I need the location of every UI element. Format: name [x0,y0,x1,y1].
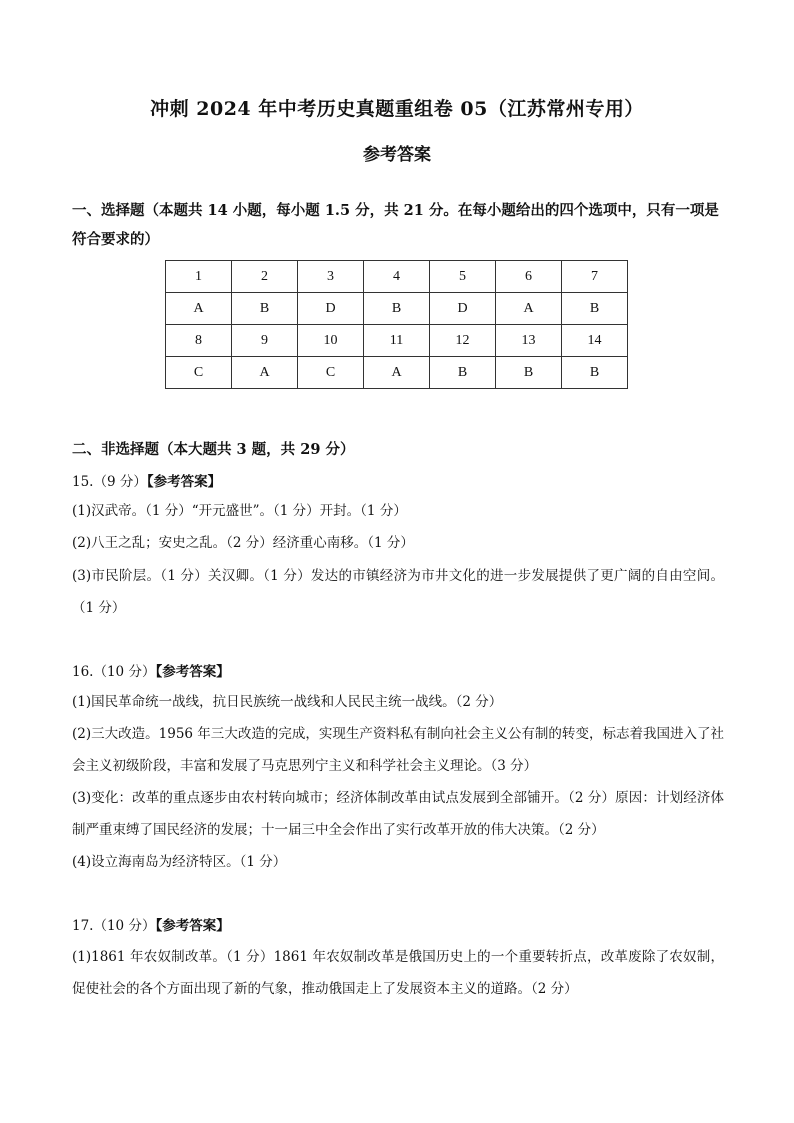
q16-line-1: (1)国民革命统一战线，抗日民族统一战线和人民民主统一战线。（2 分） [72,694,503,710]
question-number-cell: 1 [166,261,232,293]
q16-label [72,662,230,682]
question-number-cell: 7 [562,261,628,293]
answer-cell: A [364,357,430,389]
q17-answer-tag: 【参考答案】 [155,918,230,934]
question-number-cell: 6 [496,261,562,293]
document-subtitle: 参考答案 [363,145,431,165]
q15-label [72,472,221,492]
document-title: 冲刺 2024 年中考历史真题重组卷 05（江苏常州专用） [150,98,644,120]
question-number-cell: 14 [562,325,628,357]
answer-cell: A [166,293,232,325]
q16-line-3: (3)变化：改革的重点逐步由农村转向城市；经济体制改革由试点发展到全部铺开。（2 分）原因：计划经济体制严重束缚了国民经济的发展；十一届三中全会作出了实行改革开放的伟大决策。（2 分） [72,790,724,838]
answer-cell: D [298,293,364,325]
answer-cell: B [562,293,628,325]
section-2-heading: 二、非选择题（本大题共 3 题，共 29 分） [72,441,355,458]
question-number-row [166,261,628,293]
q15-line-2: (2)八王之乱；安史之乱。（2 分）经济重心南移。（1 分） [72,535,414,551]
q17-line-1: (1)1861 年农奴制改革。（1 分）1861 年农奴制改革是俄国历史上的一个重要转折点，改革废除了农奴制，促使社会的各个方面出现了新的气象，推动俄国走上了发展资本主义的道路。（2 分） [72,949,724,997]
answer-cell: B [562,357,628,389]
answer-cell: B [364,293,430,325]
question-number-cell: 3 [298,261,364,293]
question-number-cell: 5 [430,261,496,293]
answer-cell: A [232,357,298,389]
question-number-cell: 12 [430,325,496,357]
answer-table [165,260,628,389]
answer-cell: B [232,293,298,325]
section-1-heading: 一、选择题（本题共 14 小题，每小题 1.5 分，共 21 分。在每小题给出的四个选项中，只有一项是符合要求的） [72,202,719,248]
q16-answer-tag: 【参考答案】 [155,664,230,680]
answer-cell: B [430,357,496,389]
answer-cell: B [496,357,562,389]
question-number-cell: 8 [166,325,232,357]
answer-cell: C [298,357,364,389]
q15-line-1: (1)汉武帝。（1 分）“开元盛世”。（1 分）开封。（1 分） [72,503,407,519]
q15-number: 15.（9 分） [72,474,147,490]
q17-number: 17.（10 分） [72,918,156,934]
question-number-cell: 10 [298,325,364,357]
question-number-cell: 11 [364,325,430,357]
answer-cell: D [430,293,496,325]
question-number-row [166,325,628,357]
answer-row [166,357,628,389]
answer-cell: A [496,293,562,325]
q16-line-4: (4)设立海南岛为经济特区。（1 分） [72,854,287,870]
question-number-cell: 2 [232,261,298,293]
answer-row [166,293,628,325]
question-number-cell: 9 [232,325,298,357]
question-number-cell: 13 [496,325,562,357]
q15-answer-tag: 【参考答案】 [146,474,222,490]
answer-cell: C [166,357,232,389]
question-number-cell: 4 [364,261,430,293]
q15-line-3: (3)市民阶层。（1 分）关汉卿。（1 分）发达的市镇经济为市井文化的进一步发展提供了更广阔的自由空间。（1 分） [72,568,724,616]
q16-line-2: (2)三大改造。1956 年三大改造的完成，实现生产资料私有制向社会主义公有制的转变，标志着我国进入了社会主义初级阶段，丰富和发展了马克思列宁主义和科学社会主义理论。（3 分） [72,726,724,774]
q16-number: 16.（10 分） [72,664,156,680]
q17-label [72,916,230,936]
